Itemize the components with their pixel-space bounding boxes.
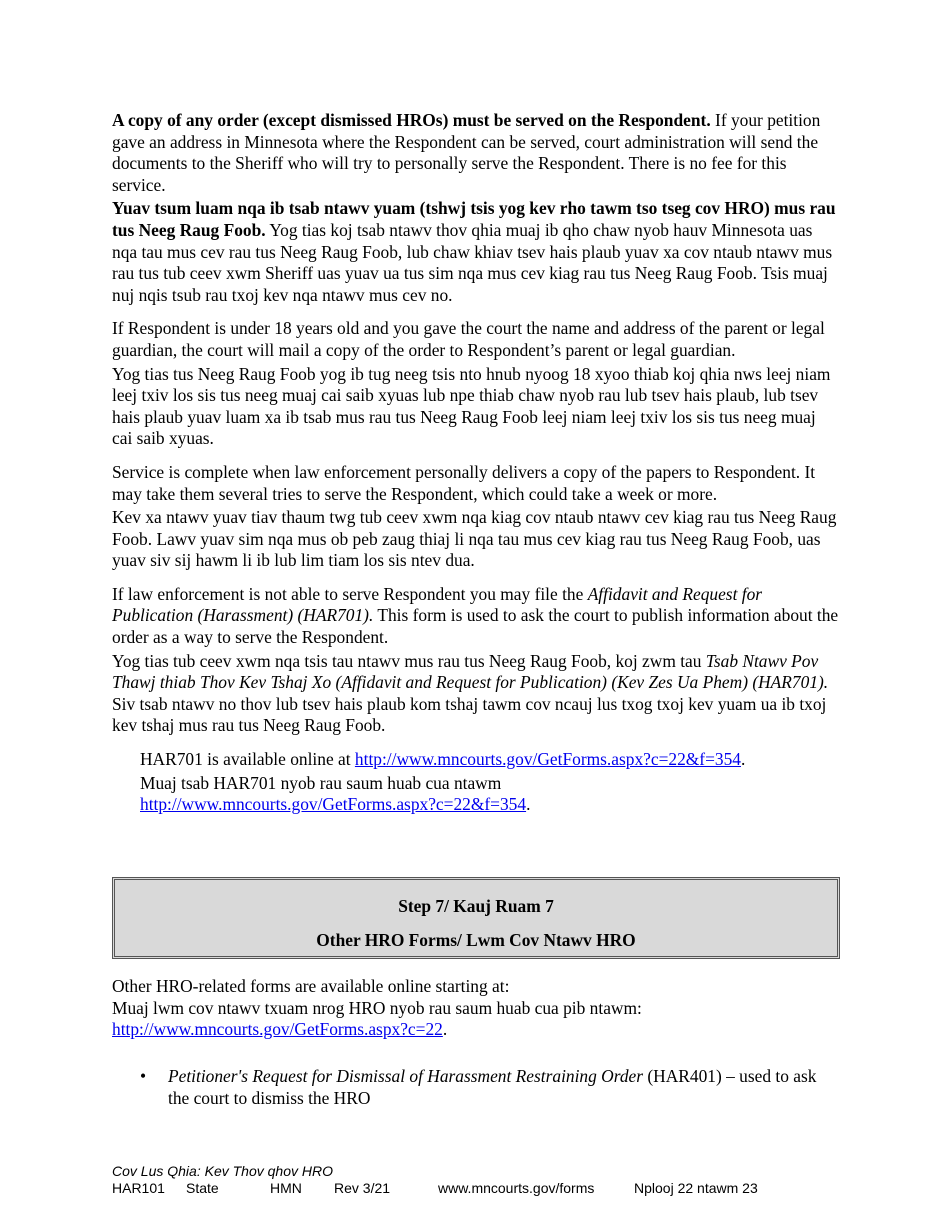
step-7-header [112, 877, 840, 959]
har701-availability-en: HAR701 is available online at http://www.mncourts.gov/GetForms.aspx?c=22&f=354. [140, 749, 746, 770]
page-footer [112, 1163, 840, 1197]
other-forms-link-line: http://www.mncourts.gov/GetForms.aspx?c=22. [112, 1019, 448, 1040]
footer-page-number: Nplooj 22 ntawm 23 [634, 1180, 758, 1196]
form-title-hmn: Tsab Ntawv Pov Thawj thiab Thov Kev Tshaj Xo (Affidavit and Request for Publication) (Kev Zes Ua Phem) (HAR701). [112, 650, 829, 693]
paragraph-publication-en: If law enforcement is not able to serve Respondent you may file the Affidavit and Request for Publication (Harassment) (HAR701). This form is used to ask the court to publish information about the order as a way to serve the Respondent. [112, 583, 839, 648]
bullet-icon: • [140, 1066, 147, 1086]
service-heading-hmn: Yuav tsum luam nqa ib tsab ntawv yuam (tshwj tsis yog kev rho tawm tso tseg cov HRO) mus rau tus Neeg Raug Foob. [112, 198, 836, 240]
other-forms-section [112, 976, 840, 1041]
list-item-text: Petitioner's Request for Dismissal of Harassment Restraining Order (HAR401) – used to ask the court to dismiss the HRO [168, 1066, 817, 1108]
footer-info-row [112, 1180, 840, 1197]
other-forms-text-hmn: Muaj lwm cov ntawv txuam nrog HRO nyob rau saum huab cua pib ntawm: [112, 997, 642, 1018]
step-subtitle: Other HRO Forms/ Lwm Cov Ntawv HRO [316, 930, 636, 950]
paragraph-publication-hmn: Yog tias tub ceev xwm nqa tsis tau ntawv mus rau tus Neeg Raug Foob, koj zwm tau Tsab Ntawv Pov Thawj thiab Thov Kev Tshaj Xo (Affidavit and Request for Publication) (Kev Zes Ua Phem) (HAR701). Siv tsab ntawv no thov lub tsev hais plaub kom tshaj tawm cov ncauj lus txog txoj kev yuam ua ib txoj kev tshaj mus rau tus Neeg Raug Foob. [112, 650, 829, 736]
service-text-hmn: Yog tias koj tsab ntawv thov qhia muaj ib qho chaw nyob hauv Minnesota uas nqa tau mus cev rau tus Neeg Raug Foob, lub chaw khiav tsev hais plaub yuav xa cov ntaub ntawv mus rau tus tub ceev xwm Sheriff uas yuav ua tus sim nqa mus cev kiag rau tus Neeg Raug Foob. Tsis muaj nuj nqis tsub rau txoj kev nqa ntawv mus cev no. [112, 219, 833, 305]
other-forms-text-en: Other HRO-related forms are available online starting at: [112, 976, 510, 996]
paragraph-service-en [112, 110, 840, 196]
footer-language: HMN [270, 1180, 302, 1196]
paragraph-minor-en: If Respondent is under 18 years old and you gave the court the name and address of the parent or legal guardian, the court will mail a copy of the order to Respondent’s parent or legal guardian. [112, 318, 825, 360]
footer-title: Cov Lus Qhia: Kev Thov qhov HRO [112, 1163, 333, 1179]
footer-website: www.mncourts.gov/forms [438, 1180, 595, 1196]
har701-link-hmn[interactable]: http://www.mncourts.gov/GetForms.aspx?c=22&f=354 [140, 794, 527, 815]
paragraph-service-hmn [112, 198, 840, 306]
har701-link-hmn-line: http://www.mncourts.gov/GetForms.aspx?c=22&f=354. [140, 794, 531, 815]
main-content [112, 110, 840, 816]
service-heading-en: A copy of any order (except dismissed HROs) must be served on the Respondent. [112, 110, 711, 130]
footer-revision: Rev 3/21 [334, 1180, 391, 1196]
other-forms-link[interactable]: http://www.mncourts.gov/GetForms.aspx?c=22 [112, 1019, 443, 1040]
har701-link[interactable]: http://www.mncourts.gov/GetForms.aspx?c=22&f=354 [354, 749, 741, 770]
har401-form-title: Petitioner's Request for Dismissal of Harassment Restraining Order [168, 1066, 644, 1086]
step-title: Step 7/ Kauj Ruam 7 [398, 896, 554, 916]
form-title-en: Affidavit and Request for Publication (Harassment) (HAR701). [112, 583, 763, 626]
paragraph-minor-hmn: Yog tias tus Neeg Raug Foob yog ib tug neeg tsis nto hnub nyoog 18 xyoo thiab koj qhia nws leej niam leej txiv los sis tus neeg muaj cai saib xyuas lub npe thiab chaw nyob rau lub tsev hais plaub, lub tsev hais plaub yuav luam xa ib tsab mus rau tus Neeg Raug Foob leej niam leej txiv los sis tus neeg muaj cai saib xyuas. [112, 363, 831, 449]
paragraph-complete-hmn: Kev xa ntawv yuav tiav thaum twg tub ceev xwm nqa kiag cov ntaub ntawv cev kiag rau tus Neeg Raug Foob. Lawv yuav sim nqa mus ob peb zaug thiaj li nqa tau mus cev kiag rau tus Neeg Raug Foob, uas yuav siv sij hawm li ib lub lim tiam los sis ntev dua. [112, 507, 837, 571]
service-text-en: If your petition gave an address in Minnesota where the Respondent can be served, court administration will send the documents to the Sheriff who will try to personally serve the Respondent. There is no fee for this service. [112, 110, 821, 195]
list-item [112, 1066, 840, 1109]
footer-form-id: HAR101 [112, 1180, 165, 1196]
footer-level: State [186, 1180, 219, 1196]
har701-availability-hmn: Muaj tsab HAR701 nyob rau saum huab cua ntawm [140, 772, 502, 793]
paragraph-complete-en: Service is complete when law enforcement personally delivers a copy of the papers to Respondent. It may take them several tries to serve the Respondent, which could take a week or more. [112, 461, 816, 504]
